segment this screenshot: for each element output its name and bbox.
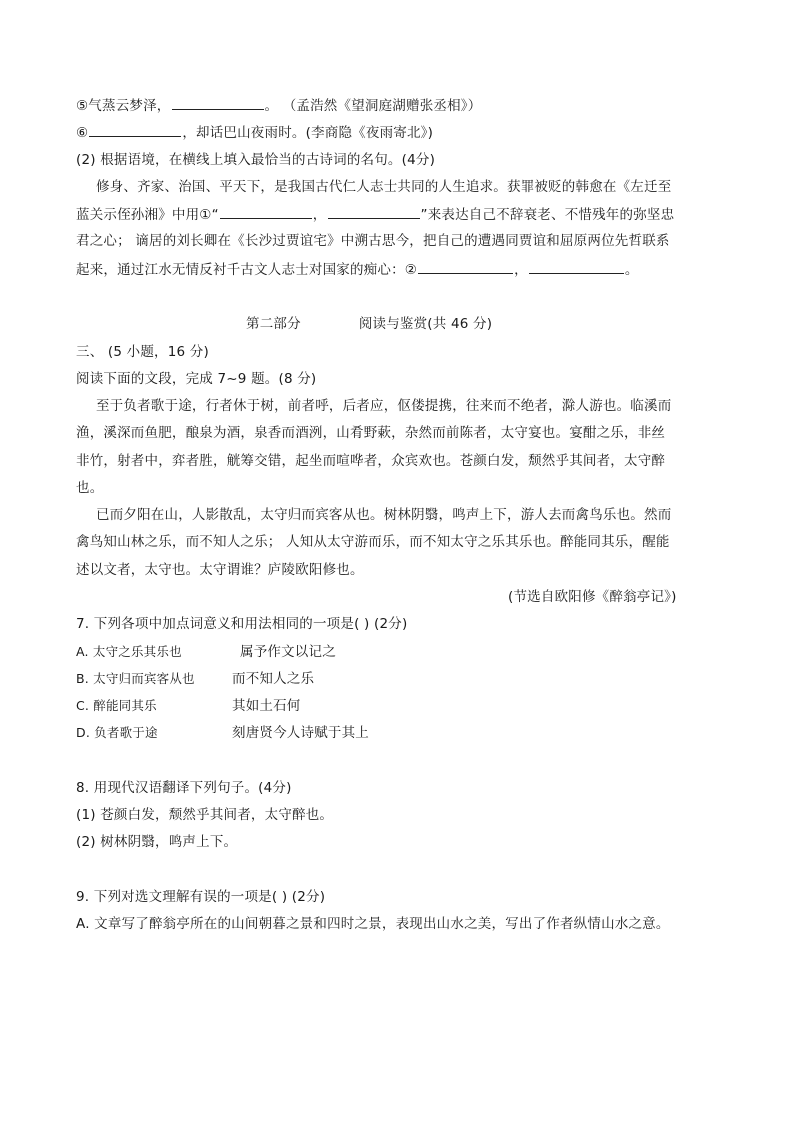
option-pair: 其如土石何 xyxy=(232,698,301,714)
passage-line: 禽鸟知山林之乐，而不知人之乐； 人知从太守游而乐，而不知太守之乐其乐也。醉能同其乐，醒能 xyxy=(76,534,670,550)
reading-instruction: 阅读下面的文段，完成 7~9 题。(8 分) xyxy=(76,371,317,387)
question-7-stem: 7. 下列各项中加点词意义和用法相同的一项是( ) (2分) xyxy=(76,616,408,632)
poem-line-6 xyxy=(76,122,716,143)
answer-blank[interactable] xyxy=(328,204,420,219)
question-8-sentence-1: (1) 苍颜白发，颓然乎其间者，太守醉也。 xyxy=(76,807,334,823)
option-label: A. 太守之乐其乐也 xyxy=(76,644,182,659)
context-line-1: 修身、齐家、治国、平天下，是我国古代仁人志士共同的人生追求。获罪被贬的韩愈在《左迁至 xyxy=(96,179,672,195)
question-9-stem: 9. 下列对选文理解有误的一项是( ) (2分) xyxy=(76,889,326,905)
question-8-sentence-2: (2) 树林阴翳，鸣声上下。 xyxy=(76,834,238,850)
poem-line-5 xyxy=(76,95,716,116)
poem-line-5-source: 。 （孟浩然《望洞庭湖赠张丞相》） xyxy=(264,98,482,114)
period: 。 xyxy=(624,262,639,278)
poem-line-6-text: ，却话巴山夜雨时。(李商隐《夜雨寄北》) xyxy=(182,125,434,141)
answer-blank[interactable] xyxy=(529,259,624,274)
option-pair: 刻唐贤今人诗赋于其上 xyxy=(232,725,369,741)
poem-line-6-number: ⑥ xyxy=(76,125,89,141)
part-2-label: 第二部分 xyxy=(246,316,301,332)
part-2-title xyxy=(246,314,793,334)
context-line-3: 君之心； 谪居的刘长卿在《长沙过贾谊宅》中溯古思今，把自己的遭遇同贾谊和屈原两位先哲联系 xyxy=(76,233,670,249)
answer-blank[interactable] xyxy=(172,95,264,110)
context-text: 蓝关示侄孙湘》中用①“ xyxy=(76,207,219,223)
question-7-option-b[interactable] xyxy=(76,669,716,689)
passage-line: 述以文者，太守也。太守谓谁？庐陵欧阳修也。 xyxy=(76,562,364,578)
comma: ， xyxy=(514,262,528,278)
context-text: 起来，通过江水无情反衬千古文人志士对国家的痴心：② xyxy=(76,262,418,278)
question-7-option-a[interactable] xyxy=(76,642,716,662)
option-label: B. 太守归而宾客从也 xyxy=(76,671,195,686)
question-8-stem: 8. 用现代汉语翻译下列句子。(4分) xyxy=(76,780,292,796)
context-text: ”来表达自己不辞衰老、不惜残年的弥坚忠 xyxy=(420,207,675,223)
question-7-option-c[interactable] xyxy=(76,696,716,716)
section-3-heading: 三、 (5 小题，16 分) xyxy=(76,344,209,360)
answer-blank[interactable] xyxy=(418,259,513,274)
question-2-stem: (2) 根据语境，在横线上填入最恰当的古诗词的名句。(4分) xyxy=(76,152,436,168)
option-pair: 而不知人之乐 xyxy=(232,671,315,687)
answer-blank[interactable] xyxy=(220,204,312,219)
passage-line: 已而夕阳在山，人影散乱，太守归而宾客从也。树林阴翳，鸣声上下，游人去而禽鸟乐也。然而 xyxy=(96,507,672,523)
part-2-subtitle: 阅读与鉴赏(共 46 分) xyxy=(358,316,493,332)
passage-line: 也。 xyxy=(76,480,104,496)
option-label: D. 负者歌于途 xyxy=(76,725,158,740)
passage-line: 至于负者歌于途，行者休于树，前者呼，后者应，伛偻提携，往来而不绝者，滁人游也。临溪而 xyxy=(96,398,672,414)
comma: ， xyxy=(312,207,327,223)
passage-line: 渔，溪深而鱼肥，酿泉为酒，泉香而酒洌，山肴野蔌，杂然而前陈者，太守宴也。宴酣之乐，非丝 xyxy=(76,425,666,441)
option-pair: 属予作文以记之 xyxy=(240,644,336,660)
passage-source: (节选自欧阳修《醉翁亭记》) xyxy=(508,589,677,605)
answer-blank[interactable] xyxy=(89,122,181,137)
poem-line-5-text: ⑤气蒸云梦泽， xyxy=(76,98,171,114)
question-7-option-d[interactable] xyxy=(76,723,716,743)
context-line-4 xyxy=(76,259,716,280)
option-label: C. 醉能同其乐 xyxy=(76,698,157,713)
context-line-2 xyxy=(76,204,716,225)
passage-line: 非竹，射者中，弈者胜，觥筹交错，起坐而喧哗者，众宾欢也。苍颜白发，颓然乎其间者，太守醉 xyxy=(76,453,666,469)
question-9-option-a[interactable]: A. 文章写了醉翁亭所在的山间朝暮之景和四时之景，表现出山水之美，写出了作者纵情山水之意。 xyxy=(76,916,670,932)
